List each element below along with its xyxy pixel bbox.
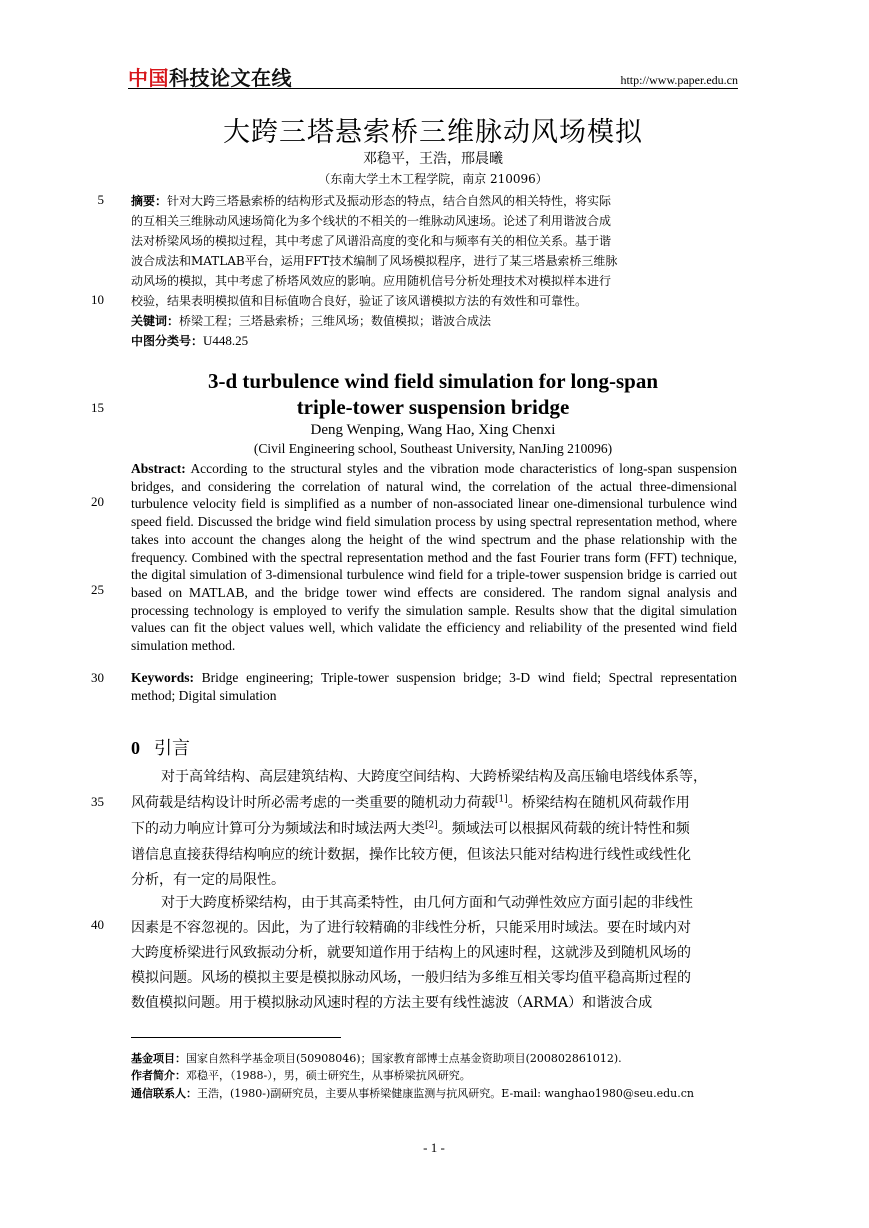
citation-ref[interactable]: [2] bbox=[425, 820, 438, 831]
cn-abstract-text: 针对大跨三塔悬索桥的结构形式及振动形态的特点，结合自然风的相关特性，将实际 bbox=[167, 194, 612, 208]
footnote-fund-label: 基金项目： bbox=[131, 1052, 186, 1065]
page-number: - 1 - bbox=[423, 1140, 445, 1155]
en-keywords-text: Bridge engineering; Triple-tower suspension bridge; 3-D wind field; Spectral representation method; Digital simulation bbox=[131, 670, 738, 703]
cn-abstract-line: 法对桥梁风场的模拟过程，其中考虑了风谱沿高度的变化和与频率有关的相位关系。基于谐 bbox=[131, 234, 612, 248]
cn-keywords bbox=[131, 312, 491, 329]
cn-keywords-text: 桥梁工程；三塔悬索桥；三维风场；数值模拟；谐波合成法 bbox=[179, 314, 492, 328]
en-affiliation: (Civil Engineering school, Southeast University, NanJing 210096) bbox=[253, 441, 613, 456]
footnote-contact bbox=[131, 1085, 694, 1101]
footnote-rule bbox=[131, 1037, 341, 1038]
en-abstract-label: Abstract: bbox=[131, 461, 186, 476]
header-url[interactable]: http://www.paper.edu.cn bbox=[620, 73, 738, 87]
line-number: 10 bbox=[91, 292, 104, 307]
cn-title: 大跨三塔悬索桥三维脉动风场模拟 bbox=[223, 117, 643, 148]
line-number: 25 bbox=[91, 582, 104, 597]
line-number: 40 bbox=[91, 917, 104, 932]
section-heading bbox=[131, 734, 190, 760]
cn-clc bbox=[131, 332, 248, 349]
en-abstract bbox=[131, 460, 737, 655]
footnote-fund-text: 国家自然科学基金项目(50908046)；国家教育部博士点基金资助项目(200802861012). bbox=[186, 1052, 622, 1065]
en-abstract-text: According to the structural styles and the vibration mode characteristics of long-span suspension bridges, and considering the correlation of natural wind, the correlation of the actual three-dimensional turbulence velocity field is simplified as a number of non-associated linear one-dimensional turbulence wind speed field. Discussed the bridge wind field simulation process by using spectral representation method, where takes into account the changes along the height of the wind spectrum and the phase relationship with the frequency. Combined with the spectral representation method and the fast Fourier trans form (FFT) technique, the digital simulation of 3-dimensional turbulence wind field for a triple-tower suspension bridge is carried out based on MATLAB, and the bridge tower wind effects are considered. The random signal analysis and processing technology is employed to verify the simulation sample. Results show that the digital simulation values can fit the object values well, which validate the efficiency and reliability of the presented wind field simulation method. bbox=[131, 461, 737, 654]
footnote-fund bbox=[131, 1050, 622, 1066]
cn-authors: 邓稳平，王浩，邢晨曦 bbox=[363, 151, 503, 167]
body-line: 谱信息直接获得结构响应的统计数据，操作比较方便，但该法只能对结构进行线性或线性化 bbox=[131, 847, 691, 863]
line-number: 35 bbox=[91, 794, 104, 809]
header-rule bbox=[128, 88, 738, 89]
cn-clc-value: U448.25 bbox=[203, 333, 249, 348]
journal-logo bbox=[128, 62, 292, 91]
footnote-contact-text: 王浩，(1980-)副研究员，主要从事桥梁健康监测与抗风研究。E-mail: wanghao1980@seu.edu.cn bbox=[197, 1087, 694, 1100]
citation-ref[interactable]: [1] bbox=[495, 794, 508, 805]
body-text: 风荷载是结构设计时所必需考虑的一类重要的随机动力荷载 bbox=[131, 795, 495, 811]
line-number: 15 bbox=[91, 400, 104, 415]
footnote-author bbox=[131, 1067, 471, 1083]
section-number: 0 bbox=[131, 738, 140, 758]
logo-red-text: 中国 bbox=[128, 66, 169, 90]
en-authors: Deng Wenping, Wang Hao, Xing Chenxi bbox=[310, 422, 556, 438]
body-line: 模拟问题。风场的模拟主要是模拟脉动风场，一般归结为多维互相关零均值平稳高斯过程的 bbox=[131, 970, 691, 986]
section-title: 引言 bbox=[154, 738, 190, 759]
cn-abstract-label: 摘要： bbox=[131, 194, 168, 208]
body-line: 分析，有一定的局限性。 bbox=[131, 872, 285, 888]
footnote-author-text: 邓稳平，（1988-），男，硕士研究生，从事桥梁抗风研究。 bbox=[186, 1069, 471, 1082]
cn-abstract-line: 波合成法和MATLAB平台，运用FFT技术编制了风场模拟程序，进行了某三塔悬索桥三维脉 bbox=[131, 254, 618, 268]
en-title-line1: 3-d turbulence wind field simulation for long-span bbox=[207, 369, 658, 393]
body-line: 数值模拟问题。用于模拟脉动风速时程的方法主要有线性滤波（ARMA）和谐波合成 bbox=[131, 995, 653, 1011]
cn-abstract-line bbox=[131, 192, 611, 209]
body-text: 。桥梁结构在随机风荷载作用 bbox=[507, 795, 690, 811]
body-line: 因素是不容忽视的。因此，为了进行较精确的非线性分析，只能采用时域法。要在时域内对 bbox=[131, 920, 691, 936]
footnote-contact-label: 通信联系人： bbox=[131, 1087, 197, 1100]
cn-abstract-line: 校验，结果表明模拟值和目标值吻合良好，验证了该风谱模拟方法的有效性和可靠性。 bbox=[131, 294, 588, 308]
body-line bbox=[131, 792, 690, 812]
en-keywords bbox=[131, 669, 737, 704]
logo-black-text: 科技论文在线 bbox=[169, 66, 292, 90]
line-number: 5 bbox=[97, 192, 104, 207]
body-line: 对于高耸结构、高层建筑结构、大跨度空间结构、大跨桥梁结构及高压输电塔线体系等， bbox=[161, 769, 707, 785]
en-keywords-label: Keywords: bbox=[131, 670, 194, 685]
body-text: 。频域法可以根据风荷载的统计特性和频 bbox=[437, 821, 690, 837]
footnote-author-label: 作者简介： bbox=[131, 1069, 186, 1082]
en-title bbox=[128, 368, 738, 420]
cn-abstract-line: 的互相关三维脉动风速场简化为多个线状的不相关的一维脉动风速场。论述了利用谐波合成 bbox=[131, 214, 612, 228]
body-line: 大跨度桥梁进行风致振动分析，就要知道作用于结构上的风速时程，这就涉及到随机风场的 bbox=[131, 945, 691, 961]
cn-clc-label: 中图分类号： bbox=[131, 334, 204, 348]
body-text: 下的动力响应计算可分为频域法和时域法两大类 bbox=[131, 821, 425, 837]
cn-abstract-line: 动风场的模拟，其中考虑了桥塔风效应的影响。应用随机信号分析处理技术对模拟样本进行 bbox=[131, 274, 612, 288]
cn-affiliation: （东南大学土木工程学院，南京 210096） bbox=[318, 172, 548, 186]
en-title-line2: triple-tower suspension bridge bbox=[296, 395, 570, 419]
cn-keywords-label: 关键词： bbox=[131, 314, 180, 328]
line-number: 20 bbox=[91, 494, 104, 509]
body-line bbox=[131, 818, 690, 838]
body-line: 对于大跨度桥梁结构，由于其高柔特性，由几何方面和气动弹性效应方面引起的非线性 bbox=[161, 895, 693, 911]
line-number: 30 bbox=[91, 670, 104, 685]
